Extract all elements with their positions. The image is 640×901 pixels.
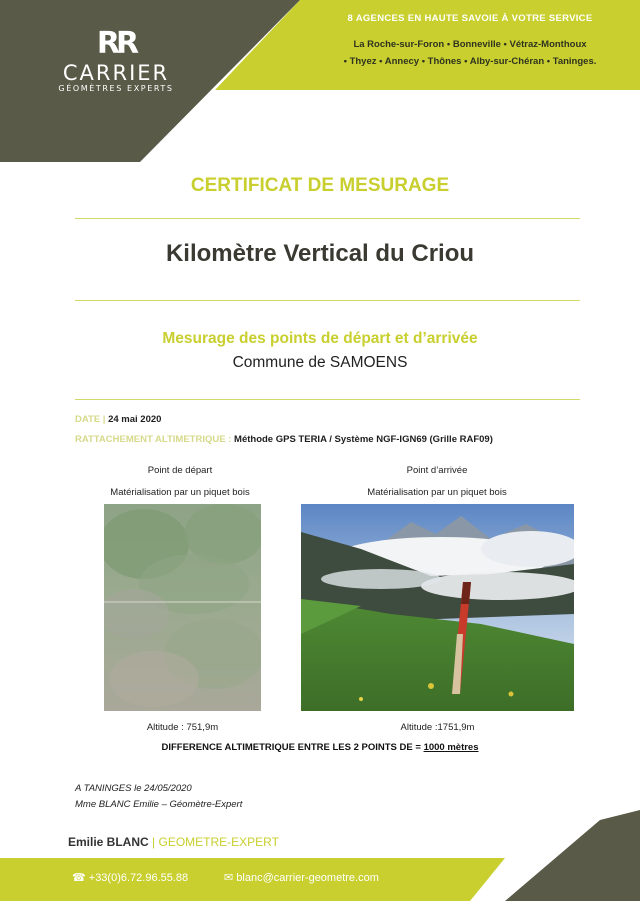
rattachement-row <box>75 434 493 445</box>
signature-signer: Mme BLANC Emilie – Géomètre-Expert <box>75 799 243 810</box>
end-point-desc: Matérialisation par un piquet bois <box>367 487 507 498</box>
footer-banner <box>0 800 640 901</box>
date-value: 24 mai 2020 <box>108 414 162 425</box>
start-altitude: Altitude : 751,9m <box>146 722 219 733</box>
logo-name: CARRIER <box>62 61 170 85</box>
commune: Commune de SAMOENS <box>232 354 408 371</box>
signature-place-date: A TANINGES le 24/05/2020 <box>75 783 192 794</box>
rattachement-value: Méthode GPS TERIA / Système NGF-IGN69 (Grille RAF09) <box>234 434 493 445</box>
footer-dark-shape <box>505 810 640 901</box>
logo-mark: RR <box>96 26 136 61</box>
phone-icon: ☎ <box>72 872 86 884</box>
phone-contact[interactable] <box>72 871 188 884</box>
altitude-difference <box>0 742 640 753</box>
start-point-photo <box>104 504 261 711</box>
company-logo <box>46 28 186 94</box>
subtitle: Mesurage des points de départ et d’arrivée <box>162 330 478 347</box>
agencies-line-2: • Thyez • Annecy • Thônes • Alby-sur-Chéran • Taninges. <box>343 56 597 67</box>
divider <box>75 218 580 219</box>
divider <box>75 300 580 301</box>
certificate-title: CERTIFICAT DE MESURAGE <box>190 175 450 196</box>
divider <box>75 399 580 400</box>
rattachement-label: RATTACHEMENT ALTIMETRIQUE : <box>75 434 232 445</box>
agencies-line-1: La Roche-sur-Foron • Bonneville • Vétraz-Monthoux <box>353 39 587 50</box>
end-point-photo <box>301 504 574 711</box>
phone-number: +33(0)6.72.96.55.88 <box>88 872 189 884</box>
email-contact[interactable] <box>224 871 379 884</box>
mail-icon: ✉ <box>224 872 234 884</box>
start-point-desc: Matérialisation par un piquet bois <box>110 487 250 498</box>
difference-text: DIFFERENCE ALTIMETRIQUE ENTRE LES 2 POINTS DE = <box>161 742 424 753</box>
email-address: blanc@carrier-geometre.com <box>236 872 379 884</box>
difference-value: 1000 mètres <box>423 742 479 753</box>
logo-tagline: GÉOMÈTRES EXPERTS <box>58 84 174 93</box>
expert-name: Emilie BLANC <box>68 835 149 849</box>
start-point-title: Point de départ <box>147 465 213 476</box>
expert-role: | GEOMETRE-EXPERT <box>152 835 279 849</box>
agencies-title: 8 AGENCES EN HAUTE SAVOIE À VOTRE SERVICE <box>347 13 593 24</box>
footer-name-line <box>68 835 279 849</box>
end-point-title: Point d’arrivée <box>406 465 468 476</box>
date-label: DATE | <box>75 414 106 425</box>
date-row <box>75 414 161 425</box>
main-title: Kilomètre Vertical du Criou <box>165 240 475 267</box>
end-altitude: Altitude :1751,9m <box>400 722 475 733</box>
agencies-block <box>300 12 640 70</box>
